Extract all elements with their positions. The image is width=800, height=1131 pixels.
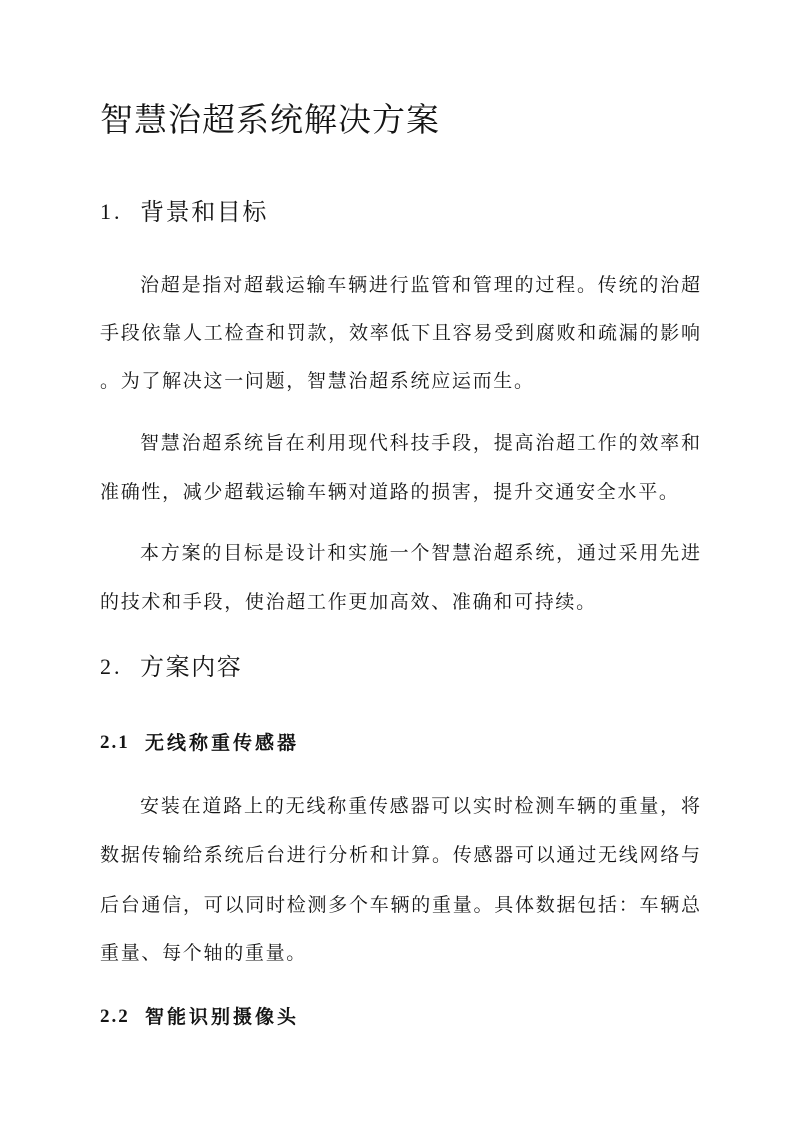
paragraph-line: 数据传输给系统后台进行分析和计算。传感器可以通过无线网络与 xyxy=(100,844,700,866)
section-heading-1 xyxy=(100,195,600,229)
section-heading-2 xyxy=(100,650,600,684)
subsection-heading-2-1 xyxy=(100,728,600,758)
paragraph-line: 治超是指对超载运输车辆进行监管和管理的过程。传统的治超 xyxy=(140,274,700,296)
paragraph-line: 安装在道路上的无线称重传感器可以实时检测车辆的重量，将 xyxy=(140,795,700,817)
paragraph-line: 手段依靠人工检查和罚款，效率低下且容易受到腐败和疏漏的影响 xyxy=(100,322,700,344)
paragraph-line: 。为了解决这一问题，智慧治超系统应运而生。 xyxy=(100,370,535,392)
paragraph-line: 智慧治超系统旨在利用现代科技手段，提高治超工作的效率和 xyxy=(140,432,700,454)
section-title: 方案内容 xyxy=(140,653,243,681)
document-title: 智慧治超系统解决方案 xyxy=(100,100,440,139)
subsection-number: 2.2 xyxy=(100,1006,130,1027)
paragraph-line: 后台通信，可以同时检测多个车辆的重量。具体数据包括：车辆总 xyxy=(100,894,700,916)
subsection-title: 智能识别摄像头 xyxy=(145,1006,300,1028)
subsection-heading-2-2 xyxy=(100,1002,600,1032)
section-number: 2. xyxy=(100,654,123,679)
subsection-number: 2.1 xyxy=(100,732,130,753)
paragraph-line: 本方案的目标是设计和实施一个智慧治超系统，通过采用先进 xyxy=(140,542,700,564)
paragraph-line: 准确性，减少超载运输车辆对道路的损害，提升交通安全水平。 xyxy=(100,481,680,503)
paragraph-line: 的技术和手段，使治超工作更加高效、准确和可持续。 xyxy=(100,591,597,613)
paragraph-line: 重量、每个轴的重量。 xyxy=(100,942,308,964)
subsection-title: 无线称重传感器 xyxy=(145,732,300,754)
section-number: 1. xyxy=(100,199,123,224)
section-title: 背景和目标 xyxy=(140,198,268,226)
